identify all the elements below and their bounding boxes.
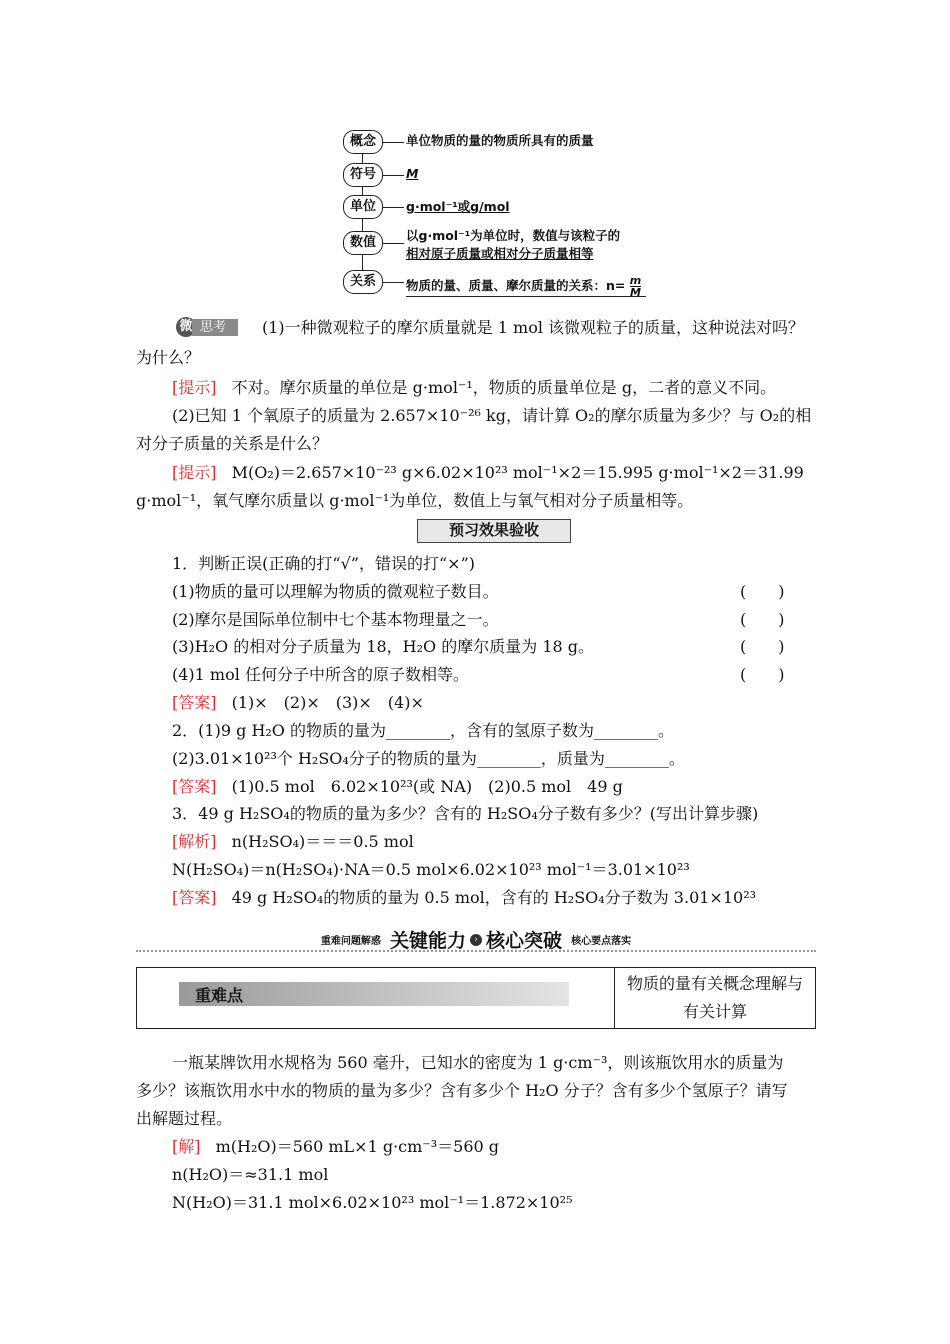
think-question-1: (1)一种微观粒子的摩尔质量就是 1 mol 该微观粒子的质量，这种说法对吗？ bbox=[262, 318, 805, 337]
problem-text-1: 一瓶某牌饮用水规格为 560 毫升，已知水的密度为 1 g·cm⁻³，则该瓶饮用水的质量为 bbox=[172, 1053, 784, 1072]
think-question-2: (2)已知 1 个氧原子的质量为 2.657×10⁻²⁶ kg，请计算 O₂的摩尔质量为多少？与 O₂的相 bbox=[172, 406, 812, 425]
diagram-label-value: 数值 bbox=[343, 231, 383, 255]
exercise-1-item: (2)摩尔是国际单位制中七个基本物理量之一。 bbox=[172, 610, 499, 629]
exercise-1-item: (4)1 mol 任何分子中所含的原子数相等。 bbox=[172, 665, 469, 684]
exercise-1-item: (3)H₂O 的相对分子质量为 18，H₂O 的摩尔质量为 18 g。 bbox=[172, 637, 595, 656]
think-question-2-cont: 对分子质量的关系是什么？ bbox=[136, 434, 329, 453]
think-question-1-cont: 为什么？ bbox=[136, 348, 201, 367]
section-right-caption: 核心要点落实 bbox=[571, 936, 632, 947]
diagram-line bbox=[382, 142, 404, 143]
hint-label: [提示] bbox=[172, 378, 217, 397]
solution-line-2: n(H₂O)＝≈31.1 mol bbox=[172, 1165, 329, 1184]
exercise-1-answer bbox=[172, 693, 424, 713]
analysis-text: n(H₂SO₄)＝＝＝0.5 mol bbox=[231, 832, 414, 851]
solution-line-1 bbox=[172, 1137, 499, 1157]
answer-text: (1)× (2)× (3)× (4)× bbox=[231, 693, 424, 712]
diagram-line bbox=[382, 175, 404, 176]
hint-label: [提示] bbox=[172, 463, 217, 482]
exercise-3: 3．49 g H₂SO₄的物质的量为多少？含有的 H₂SO₄分子数有多少？(写出计算步骤) bbox=[172, 804, 759, 823]
answer-label: [答案] bbox=[172, 777, 217, 796]
diagram-text-unit: g·mol⁻¹或g/mol bbox=[406, 199, 510, 214]
think-answer-2 bbox=[172, 463, 804, 483]
exercise-2: 2．(1)9 g H₂O 的物质的量为________，含有的氢原子数为________。 bbox=[172, 721, 675, 740]
diagram-line bbox=[382, 282, 404, 283]
section-divider bbox=[136, 950, 816, 952]
exercise-3-answer bbox=[172, 888, 756, 908]
think-badge bbox=[176, 317, 238, 337]
think-badge-label: 思考 bbox=[192, 319, 238, 336]
section-title-2: 核心突破 bbox=[486, 930, 563, 952]
diagram-text-value-1: 以g·mol⁻¹为单位时，数值与该粒子的 bbox=[406, 228, 621, 243]
analysis-text-2: N(H₂SO₄)＝n(H₂SO₄)·NA＝0.5 mol×6.02×10²³ mol⁻¹＝3.01×10²³ bbox=[172, 860, 690, 879]
answer-label: [答案] bbox=[172, 888, 217, 907]
section-header bbox=[136, 926, 816, 952]
answer-paren: ( ) bbox=[740, 637, 785, 656]
diagram-text-symbol: M bbox=[406, 166, 419, 181]
think-answer-1 bbox=[172, 378, 776, 398]
preview-banner bbox=[417, 519, 571, 541]
solution-line-3: N(H₂O)＝31.1 mol×6.02×10²³ mol⁻¹＝1.872×10²⁵ bbox=[172, 1193, 573, 1212]
diagram-label-relation: 关系 bbox=[343, 270, 383, 294]
diagram-label-concept: 概念 bbox=[343, 130, 383, 154]
answer-paren: ( ) bbox=[740, 665, 785, 684]
keypoint-topic-line-1: 物质的量有关概念理解与 bbox=[626, 974, 803, 993]
section-title-1: 关键能力 bbox=[389, 930, 466, 952]
exercise-2-answer bbox=[172, 777, 623, 797]
diagram-text-concept: 单位物质的量的物质所具有的质量 bbox=[406, 133, 594, 148]
keypoint-topic bbox=[615, 968, 815, 1026]
relation-text: 物质的量、质量、摩尔质量的关系：n= bbox=[406, 278, 626, 293]
arrow-icon: › bbox=[470, 934, 482, 946]
diagram-label-symbol: 符号 bbox=[343, 163, 383, 187]
section-left-caption: 重难问题解惑 bbox=[320, 936, 381, 947]
keypoint-label: 重难点 bbox=[195, 986, 244, 1005]
exercise-3-analysis bbox=[172, 832, 414, 852]
answer-text: (1)0.5 mol 6.02×10²³(或 NA) (2)0.5 mol 49 g bbox=[231, 777, 623, 796]
diagram-line bbox=[382, 207, 404, 208]
diagram-label-unit: 单位 bbox=[343, 195, 383, 219]
fraction-denominator: M bbox=[629, 286, 641, 299]
fraction-numerator: m bbox=[629, 274, 642, 287]
relation-underline bbox=[406, 296, 646, 297]
think-answer-2-cont: g·mol⁻¹，氧气摩尔质量以 g·mol⁻¹为单位，数值上与氧气相对分子质量相等。 bbox=[136, 491, 694, 510]
solution-text: m(H₂O)＝560 mL×1 g·cm⁻³＝560 g bbox=[215, 1137, 500, 1156]
answer-paren: ( ) bbox=[740, 582, 785, 601]
keypoint-box bbox=[136, 967, 816, 1029]
hint-text: 不对。摩尔质量的单位是 g·mol⁻¹，物质的质量单位是 g，二者的意义不同。 bbox=[231, 378, 777, 397]
keypoint-topic-line-2: 有关计算 bbox=[682, 1002, 747, 1021]
fraction bbox=[630, 275, 641, 298]
diagram-text-value-2: 相对原子质量或相对分子质量相等 bbox=[406, 246, 594, 261]
think-badge-icon: 微 bbox=[176, 317, 196, 337]
problem-text-3: 出解题过程。 bbox=[136, 1109, 233, 1128]
exercise-1-item: (1)物质的量可以理解为物质的微观粒子数目。 bbox=[172, 582, 499, 601]
hint-text: M(O₂)＝2.657×10⁻²³ g×6.02×10²³ mol⁻¹×2＝15.995 g·mol⁻¹×2＝31.99 bbox=[231, 463, 804, 482]
problem-text-2: 多少？该瓶饮用水中水的物质的量为多少？含有多少个 H₂O 分子？含有多少个氢原子？请写 bbox=[136, 1081, 788, 1100]
banner-title: 预习效果验收 bbox=[448, 521, 539, 539]
answer-text: 49 g H₂SO₄的物质的量为 0.5 mol，含有的 H₂SO₄分子数为 3.01×10²³ bbox=[231, 888, 757, 907]
diagram-line bbox=[382, 243, 404, 244]
solve-label: [解] bbox=[172, 1137, 201, 1156]
answer-paren: ( ) bbox=[740, 610, 785, 629]
diagram-text-relation bbox=[406, 275, 641, 298]
exercise-1: 1．判断正误(正确的打“√”，错误的打“×”) bbox=[172, 554, 475, 573]
analysis-label: [解析] bbox=[172, 832, 217, 851]
answer-label: [答案] bbox=[172, 693, 217, 712]
exercise-2-cont: (2)3.01×10²³个 H₂SO₄分子的物质的量为________，质量为________。 bbox=[172, 749, 685, 768]
keypoint-label-bar bbox=[179, 982, 569, 1006]
